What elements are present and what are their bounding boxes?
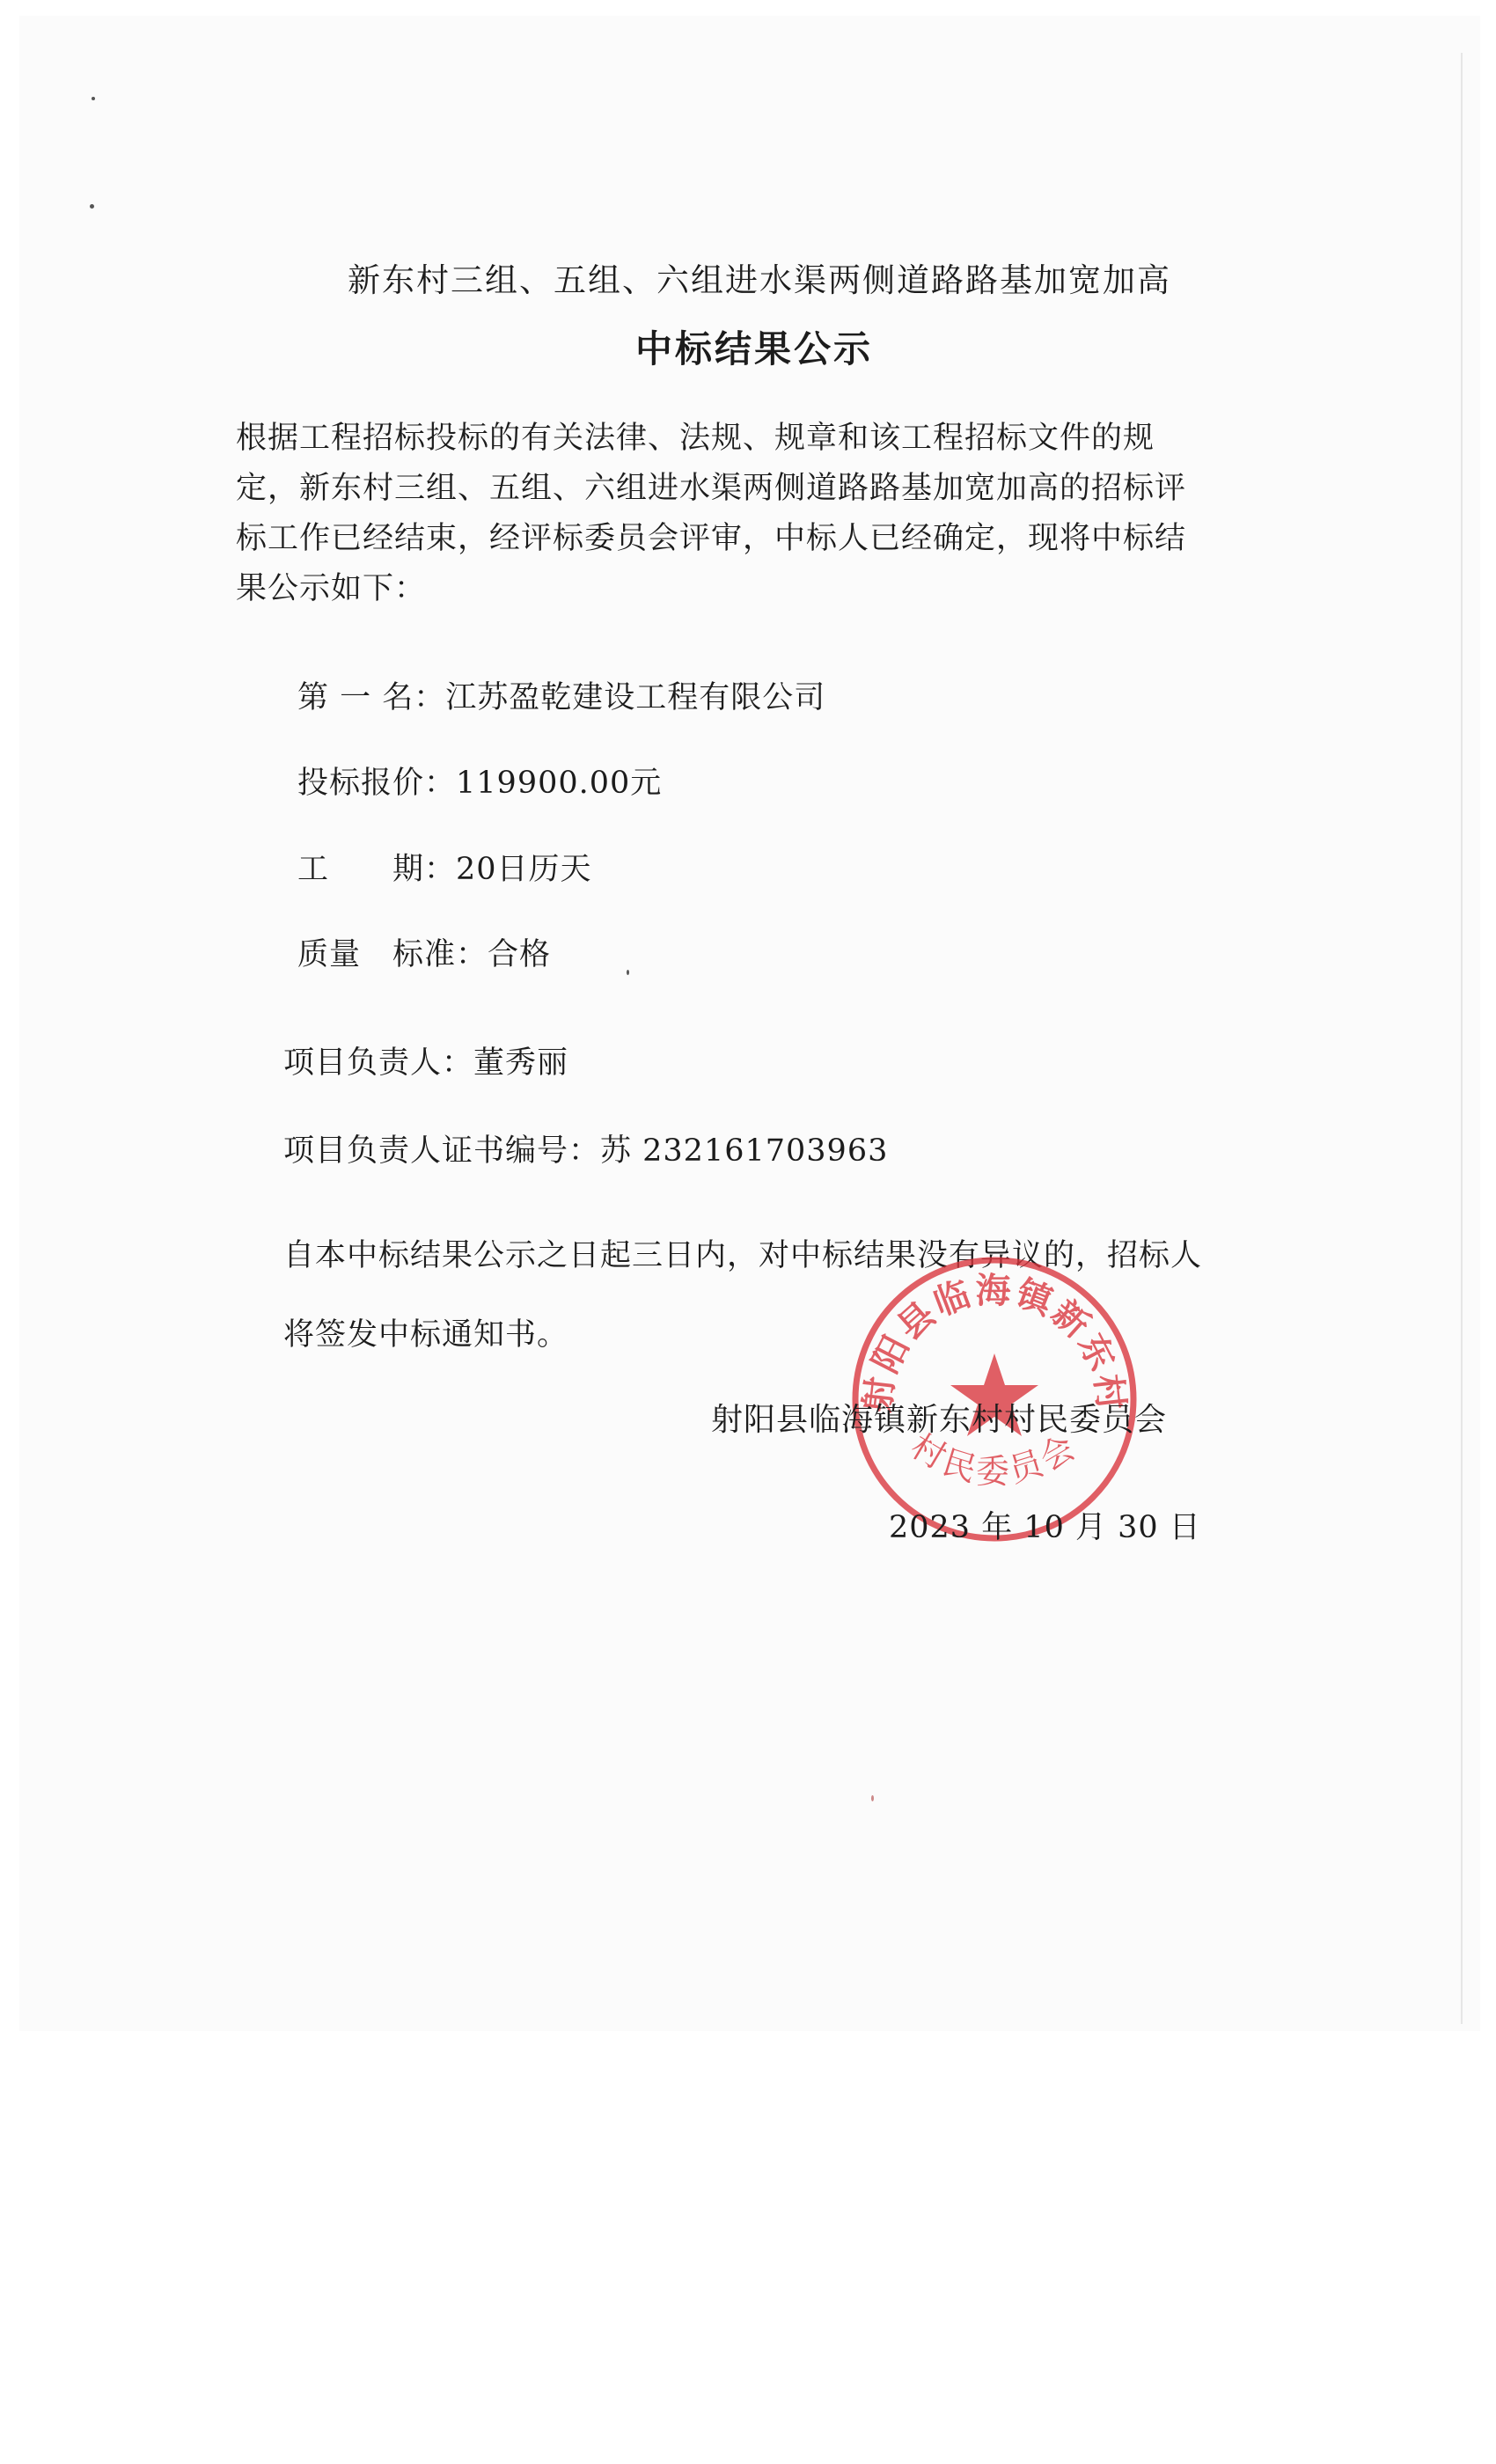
intro-line: 根据工程招标投标的有关法律、法规、规章和该工程招标文件的规 [236, 421, 1155, 456]
scan-edge [1461, 53, 1463, 2024]
project-manager-field [283, 1038, 568, 1082]
duration-field [297, 845, 592, 889]
notice-line: 将签发中标通知书。 [283, 1317, 569, 1353]
notice-line: 自本中标结果公示之日起三日内，对中标结果没有异议的，招标人 [283, 1238, 1203, 1273]
certificate-field [283, 1126, 888, 1170]
intro-paragraph [236, 414, 1248, 614]
seal-text-top: 射阳县临海镇新东村 [857, 1271, 1132, 1415]
scanned-sheet [19, 16, 1480, 2031]
quality-field [297, 930, 551, 974]
quality-label: 质量 标准： [297, 937, 488, 972]
scan-speck [92, 97, 95, 100]
bid-price-label: 投标报价： [297, 766, 457, 801]
duration-value: 20日历天 [456, 852, 592, 887]
project-manager-label: 项目负责人： [283, 1045, 474, 1081]
issue-date: 2023 年 10 月 30 日 [889, 1510, 1201, 1545]
winner-rank-field [297, 673, 825, 717]
certificate-number: 苏 232161703963 [600, 1133, 889, 1169]
duration-label: 工 期： [297, 852, 457, 887]
document-title-project: 新东村三组、五组、六组进水渠两侧道路路基加宽加高 [348, 261, 1171, 299]
intro-line: 果公示如下： [236, 571, 427, 606]
winner-company: 江苏盈乾建设工程有限公司 [445, 680, 826, 715]
winner-rank-label: 第 一 名： [297, 680, 446, 715]
issuing-organization: 射阳县临海镇新东村村民委员会 [711, 1402, 1168, 1438]
scan-speck [627, 970, 629, 975]
scan-speck [90, 204, 94, 209]
bid-price-value: 119900.00元 [456, 766, 663, 801]
bid-price-field [297, 759, 662, 803]
document-title: 中标结果公示 [635, 327, 874, 370]
quality-value: 合格 [488, 937, 552, 972]
scan-speck [871, 1795, 874, 1801]
intro-line: 标工作已经结束，经评标委员会评审，中标人已经确定，现将中标结 [236, 521, 1187, 556]
seal-text-bottom: 村民委员会 [904, 1426, 1085, 1491]
project-manager-value: 董秀丽 [473, 1045, 569, 1081]
intro-line: 定，新东村三组、五组、六组进水渠两侧道路路基加宽加高的招标评 [236, 471, 1187, 506]
certificate-label: 项目负责人证书编号： [283, 1133, 601, 1169]
